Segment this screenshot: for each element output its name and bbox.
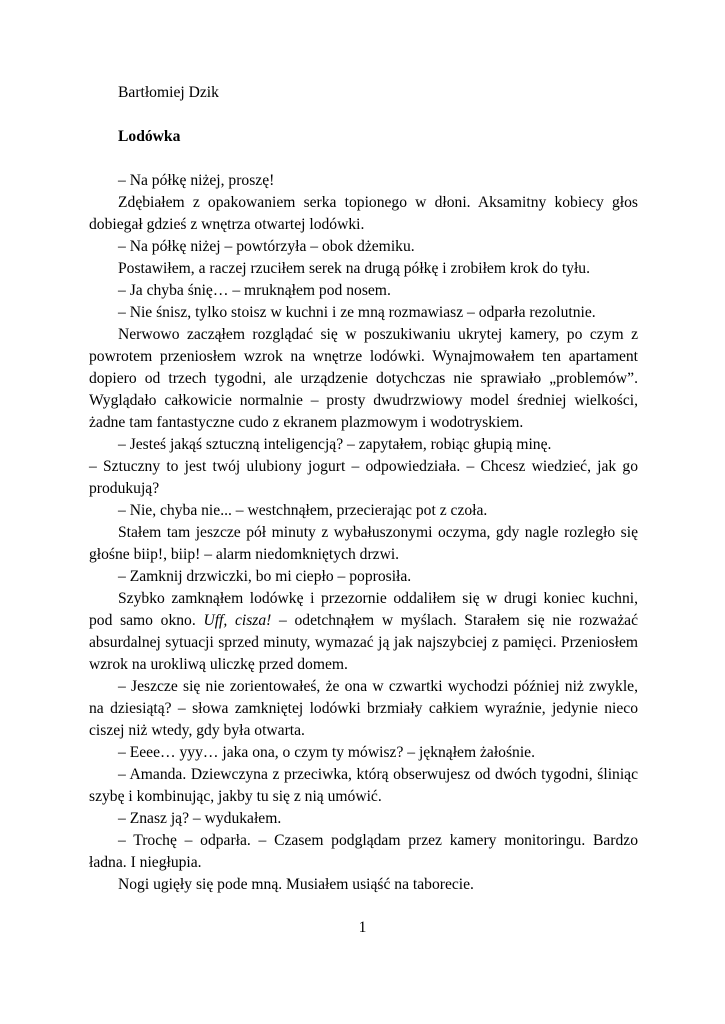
paragraph: Stałem tam jeszcze pół minuty z wybałuszonymi oczyma, gdy nagle rozległo się głośne biip!, biip! – alarm niedomkniętych drzwi. [89, 524, 638, 563]
document-page [89, 82, 638, 896]
emphasis-text: Uff, cisza! [203, 612, 272, 629]
page-number: 1 [358, 919, 367, 936]
paragraph: Postawiłem, a raczej rzuciłem serek na drugą półkę i zrobiłem krok do tyłu. [118, 260, 590, 277]
paragraph: – Trochę – odparła. – Czasem podglądam przez kamery monitoringu. Bardzo ładna. I niegłupia. [89, 832, 638, 871]
paragraph: Zdębiałem z opakowaniem serka topionego w dłoni. Aksamitny kobiecy głos dobiegał gdzieś z wnętrza otwartej lodówki. [89, 194, 638, 233]
paragraph: – Eeee… yyy… jaka ona, o czym ty mówisz? – jęknąłem żałośnie. [118, 744, 535, 761]
paragraph: Nerwowo zacząłem rozglądać się w poszukiwaniu ukrytej kamery, po czym z powrotem przeniosłem wzrok na wnętrze lodówki. Wynajmowałem ten apartament dopiero od trzech tygodni, ale urządzenie dotychczas nie sprawiało „problemów”. Wyglądało całkowicie normalnie – prosty dwudrzwiowy model średniej wielkości, żadne tam fantastyczne cudo z ekranem plazmowym i wodotryskiem. [89, 326, 638, 431]
paragraph: – Ja chyba śnię… – mruknąłem pod nosem. [118, 282, 391, 299]
paragraph-text: – odetchnąłem w myślach. Starałem się nie rozważać absurdalnej sytuacji sprzed minuty, wymazać ją jak najszybciej z pamięci. Przeniosłem wzrok na urokliwą uliczkę przed domem. [89, 612, 638, 673]
paragraph: – Na półkę niżej – powtórzyła – obok dżemiku. [118, 238, 415, 255]
paragraph-text: Szybko zamknąłem lodówkę i przezornie oddaliłem się w drugi koniec kuchni, pod samo okno. [89, 590, 638, 629]
story-title: Lodówka [118, 128, 181, 145]
paragraph: – Jesteś jakąś sztuczną inteligencją? – zapytałem, robiąc głupią minę. [118, 436, 552, 453]
paragraph: – Znasz ją? – wydukałem. [118, 810, 282, 827]
paragraph: – Na półkę niżej, proszę! [118, 172, 275, 189]
paragraph: Nogi ugięły się pode mną. Musiałem usiąść na taborecie. [118, 876, 474, 893]
paragraph: – Nie śnisz, tylko stoisz w kuchni i ze mną rozmawiasz – odparła rezolutnie. [118, 304, 596, 321]
paragraph: – Sztuczny to jest twój ulubiony jogurt – odpowiedziała. – Chcesz wiedzieć, jak go produkują? [89, 458, 638, 497]
author-name: Bartłomiej Dzik [118, 84, 219, 101]
paragraph: – Zamknij drzwiczki, bo mi ciepło – poprosiła. [118, 568, 412, 585]
paragraph: – Amanda. Dziewczyna z przeciwka, którą obserwujesz od dwóch tygodni, śliniąc szybę i kombinując, jakby tu się z nią umówić. [89, 766, 638, 805]
paragraph: – Jeszcze się nie zorientowałeś, że ona w czwartki wychodzi później niż zwykle, na dziesiątą? – słowa zamkniętej lodówki brzmiały całkiem wyraźnie, jedynie nieco ciszej niż wtedy, gdy była otwarta. [89, 678, 638, 739]
paragraph: – Nie, chyba nie... – westchnąłem, przecierając pot z czoła. [118, 502, 488, 519]
paragraph [89, 588, 638, 676]
